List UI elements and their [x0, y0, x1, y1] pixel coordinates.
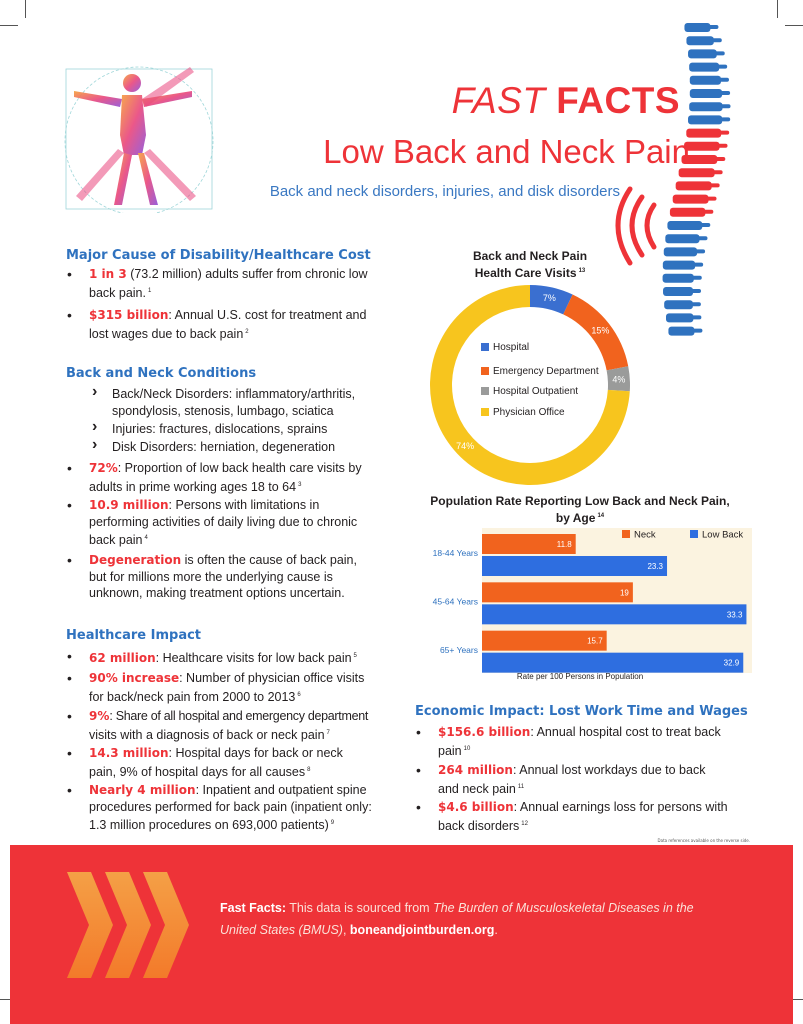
footnote-ref: 7 [326, 729, 330, 736]
title-fast-facts [410, 80, 680, 122]
footnote-ref: 11 [517, 783, 525, 790]
item-text: but for millions more the underlying cause is [89, 569, 333, 584]
category-label: 18-44 Years [432, 548, 478, 559]
legend-item-hospital [481, 342, 529, 353]
vertebra-shape [686, 129, 721, 138]
bar-value-label: 11.8 [556, 540, 572, 549]
item-text: 1.3 million procedures on 693,000 patients) [89, 818, 329, 833]
footnote-ref: 5 [353, 653, 357, 659]
crop-mark [777, 0, 778, 18]
sub-list-item [92, 386, 392, 419]
footnote-ref: 1 [147, 287, 152, 294]
item-text: adults in prime working ages 18 to 64 [89, 479, 297, 494]
item-text: : Share of all hospital and emergency department [109, 709, 369, 723]
vertebra-shape [690, 76, 721, 85]
highlight: 14.3 million [89, 746, 169, 760]
vertebra-shape [664, 300, 693, 309]
bar [482, 582, 633, 602]
list-item [66, 460, 406, 495]
bar-value-label: 32.9 [723, 658, 740, 668]
chart-title-line: by Age [555, 511, 596, 525]
vertebra-shape [666, 313, 693, 322]
list-item [66, 782, 406, 834]
item-text: : Inpatient and outpatient spine [195, 783, 367, 797]
item-text: Disk Disorders: herniation, degeneration [112, 440, 336, 454]
list-item [66, 307, 406, 342]
highlight: $4.6 billion [438, 800, 514, 814]
highlight: Nearly 4 million [89, 783, 196, 797]
donut-slice-label: 74% [456, 440, 475, 451]
vertebra-process [692, 329, 702, 333]
highlight: 9% [89, 709, 110, 723]
footer-text-part: . [494, 923, 498, 937]
list-item [66, 497, 406, 549]
bar-chart [410, 520, 760, 690]
vertebra-shape [690, 89, 722, 98]
vertebra-shape [663, 261, 695, 270]
vertebra-shape [667, 221, 702, 230]
vertebra-process [691, 289, 701, 293]
vertebra-process [718, 144, 728, 148]
vertebra-process [700, 223, 710, 227]
vitruvian-figure-illustration [60, 55, 218, 213]
highlight: 72% [89, 461, 118, 475]
vertebra-shape [688, 49, 717, 58]
crop-mark [785, 25, 803, 26]
crop-mark [0, 25, 18, 26]
highlight: $156.6 billion [438, 725, 531, 739]
vertebra-process [715, 51, 725, 55]
vertebra-process [712, 38, 722, 42]
list-item [66, 266, 406, 301]
bar-chart-axis-note: Rate per 100 Persons in Population [516, 672, 644, 681]
bar-value-label: 15.7 [587, 636, 603, 646]
section-heading-disability: Major Cause of Disability/Healthcare Cost [66, 248, 371, 263]
legend-label: Low Back [702, 529, 744, 541]
bar-value-label: 19 [619, 588, 629, 598]
item-text: : Healthcare visits for low back pain [155, 651, 352, 666]
list-item [66, 552, 406, 602]
list-item [66, 708, 406, 743]
list-item [66, 648, 406, 667]
donut-slice-label: 4% [612, 374, 626, 385]
vertebra-process [713, 170, 723, 174]
item-text: : Annual U.S. cost for treatment and [168, 308, 367, 322]
item-text: lost wages due to back pain [89, 326, 244, 341]
crop-mark [25, 0, 26, 18]
donut-slice-label: 7% [542, 293, 556, 304]
item-text: back disorders [438, 818, 520, 833]
legend-label: Hospital [493, 342, 530, 353]
references-note: Data references available on the reverse side. [657, 838, 750, 843]
item-text: pain [438, 743, 462, 758]
item-text: spondylosis, stenosis, lumbago, sciatica [112, 403, 334, 418]
chart-title-line: Back and Neck Pain [472, 249, 588, 263]
highlight: 264 million [438, 763, 513, 777]
bar-value-label: 33.3 [726, 610, 743, 620]
vertebra-shape [663, 274, 694, 283]
section-heading-economic: Economic Impact: Lost Work Time and Wages [415, 704, 748, 719]
list-item [415, 762, 760, 797]
highlight: 1 in 3 [89, 267, 127, 281]
vertebra-shape [663, 287, 693, 296]
sub-list-item [92, 439, 392, 456]
item-text: : Persons with limitations in [168, 498, 320, 512]
item-text: : Proportion of low back health care visits by [117, 461, 362, 475]
footer-text-part: This data is sourced from [286, 901, 434, 915]
vertebra-process [717, 65, 727, 69]
title-fast: FAST [451, 80, 546, 121]
legend-swatch [481, 343, 489, 351]
footer-text-part: , [342, 923, 350, 937]
bar-value-label: 23.3 [647, 562, 664, 571]
item-text: for back/neck pain from 2000 to 2013 [89, 689, 296, 704]
vertebra-process [695, 249, 705, 253]
sub-list-item [92, 421, 392, 438]
footer-lead: Fast Facts: [220, 901, 286, 915]
vertebra-process [710, 183, 720, 187]
footnote-ref: 8 [307, 766, 311, 773]
item-text: is often the cause of back pain, [181, 553, 357, 567]
vertebra-process [715, 157, 725, 161]
page-subtitle: Back and neck disorders, injuries, and disk disorders [269, 183, 620, 200]
highlight: Degeneration [89, 553, 182, 567]
legend-item-emergency [481, 366, 599, 377]
legend-label: Physician Office [493, 407, 565, 418]
footnote-ref: 3 [298, 481, 302, 488]
footnote-ref: 13 [578, 268, 586, 274]
footnote-ref: 14 [597, 513, 605, 519]
section-heading-conditions: Back and Neck Conditions [66, 366, 257, 381]
legend-swatch [481, 387, 489, 395]
vertebra-process [719, 78, 729, 82]
item-text: : Annual hospital cost to treat back [530, 725, 721, 739]
item-text: : Annual earnings loss for persons with [513, 800, 728, 814]
legend-swatch [481, 367, 489, 375]
vertebra-shape [673, 195, 709, 204]
item-text: back pain [89, 533, 143, 548]
footer-banner [10, 845, 793, 1024]
footnote-ref: 9 [330, 820, 335, 826]
item-text: performing activities of daily living due to chronic [89, 514, 358, 529]
vertebra-shape [684, 23, 710, 32]
footnote-ref: 10 [463, 745, 471, 752]
highlight: 62 million [89, 651, 156, 666]
vertebra-process [692, 276, 702, 280]
legend-item-outpatient [481, 386, 578, 397]
highlight: $315 billion [89, 308, 169, 322]
vertebra-shape [676, 181, 712, 190]
bar [482, 604, 746, 624]
list-item [415, 724, 760, 759]
bar [482, 653, 743, 673]
list-item [66, 670, 406, 705]
legend-swatch [622, 530, 630, 538]
vertebra-process [708, 25, 718, 29]
item-text: Injuries: fractures, dislocations, sprains [112, 422, 328, 436]
vertebra-shape [664, 247, 697, 256]
vertebra-process [693, 263, 703, 267]
list-item [415, 799, 760, 834]
category-label: 45-64 Years [432, 596, 478, 607]
item-text: and neck pain [438, 781, 516, 796]
vertebra-process [720, 91, 730, 95]
legend-swatch [481, 408, 489, 416]
legend-swatch [690, 530, 698, 538]
vertebra-process [719, 131, 729, 135]
vertebra-shape [668, 327, 694, 336]
vertebra-shape [688, 115, 722, 124]
vertebra-process [697, 236, 707, 240]
vertebra-process [720, 117, 730, 121]
vertebra-process [703, 210, 713, 214]
source-title: The Burden of Musculoskeletal Diseases in the United States (BMUS) [220, 901, 694, 937]
legend-label: Hospital Outpatient [493, 386, 579, 397]
vertebra-shape [686, 36, 713, 45]
vertebra-shape [689, 102, 722, 111]
item-text: : Number of physician office visits [179, 671, 365, 685]
item-text: (73.2 million) adults suffer from chronic low [126, 267, 368, 281]
chart-title-line: Health Care Visits [474, 266, 577, 280]
donut-slice-label: 15% [591, 325, 610, 336]
item-text: back pain. [89, 285, 146, 300]
vertebra-process [691, 315, 701, 319]
footnote-ref: 12 [521, 820, 528, 827]
vertebra-shape [665, 234, 699, 243]
chevrons-icon [65, 870, 190, 980]
vertebra-shape [689, 63, 719, 72]
legend-label: Neck [634, 529, 656, 541]
footer-text [220, 897, 730, 941]
highlight: 10.9 million [89, 498, 169, 512]
footnote-ref: 6 [297, 691, 301, 698]
footnote-ref: 4 [144, 535, 148, 541]
footnote-ref: 2 [245, 328, 249, 335]
page-title: Low Back and Neck Pain [323, 133, 690, 170]
vertebra-shape [670, 208, 705, 217]
bar [482, 556, 667, 576]
vertebra-process [691, 302, 701, 306]
list-item [66, 745, 406, 780]
item-text: : Hospital days for back or neck [168, 746, 343, 760]
item-text: procedures performed for back pain (inpatient only: [89, 799, 372, 814]
vertebra-process [707, 197, 717, 201]
item-text: : Annual lost workdays due to back [512, 763, 706, 777]
highlight: 90% increase [89, 671, 180, 685]
category-label: 65+ Years [439, 644, 478, 655]
vertebra-process [721, 104, 731, 108]
item-text: unknown, making treatment options uncertain. [89, 586, 345, 600]
website-link[interactable]: boneandjointburden.org [349, 923, 495, 937]
legend-label: Emergency Department [493, 366, 599, 377]
section-heading-impact: Healthcare Impact [66, 628, 202, 643]
item-text: visits with a diagnosis of back or neck pain [89, 727, 325, 742]
item-text: Back/Neck Disorders: inflammatory/arthritis, [112, 387, 356, 401]
title-facts: FACTS [556, 80, 680, 121]
donut-chart [420, 275, 640, 495]
item-text: pain, 9% of hospital days for all causes [89, 764, 306, 779]
chart-title-line: Population Rate Reporting Low Back and Neck Pain, [430, 494, 730, 508]
legend-item-physician [481, 407, 565, 418]
